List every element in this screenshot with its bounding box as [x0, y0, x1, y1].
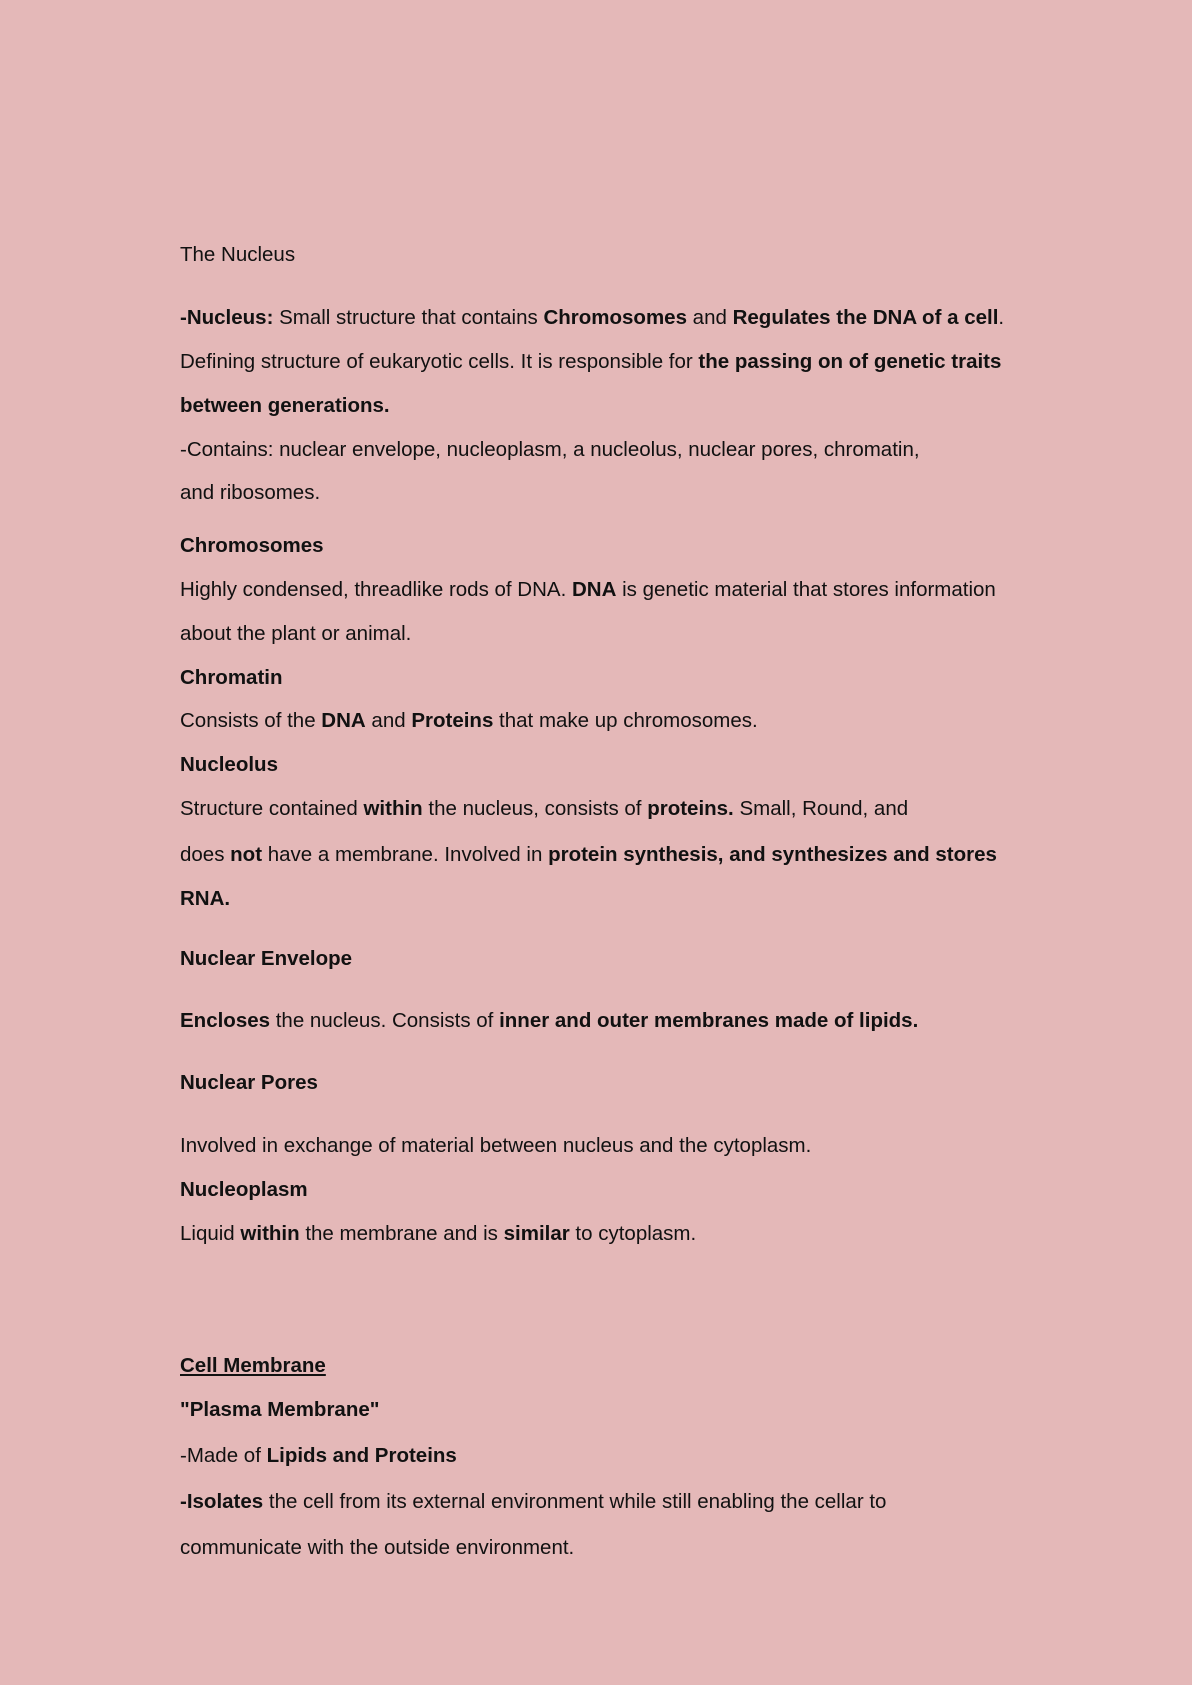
bold-run: Chromosomes	[543, 306, 687, 329]
bold-run: RNA.	[180, 887, 231, 910]
text-run: and	[686, 306, 733, 329]
heading-text: Nucleoplasm	[180, 1178, 308, 1201]
chromosomes-line-1	[180, 577, 996, 603]
heading-nuclear-pores	[180, 1070, 318, 1096]
nucleus-contains-line-1	[180, 437, 920, 463]
text-run: -Contains: nuclear envelope, nucleoplasm, a nucleolus, nuclear pores, chromatin,	[180, 438, 920, 461]
text-run: Highly condensed, threadlike rods of DNA.	[180, 578, 572, 601]
title-text: The Nucleus	[180, 243, 296, 266]
text-run: communicate with the outside environment.	[180, 1536, 575, 1559]
bold-run: -Isolates	[180, 1490, 264, 1513]
text-run: Structure contained	[180, 797, 364, 820]
heading-text: Nuclear Envelope	[180, 947, 353, 970]
bold-run: not	[230, 843, 263, 866]
heading-nuclear-envelope	[180, 946, 352, 972]
cell-membrane-alias	[180, 1397, 379, 1423]
text-run: Liquid	[180, 1222, 241, 1245]
chromosomes-line-2	[180, 621, 411, 647]
text-run: to cytoplasm.	[569, 1222, 697, 1245]
heading-text: Chromatin	[180, 666, 283, 689]
text-run: about the plant or animal.	[180, 622, 412, 645]
bold-run: inner and outer membranes made of lipids.	[499, 1009, 919, 1032]
text-run: does	[180, 843, 231, 866]
heading-text: Chromosomes	[180, 534, 324, 557]
cell-membrane-isolates-line-1	[180, 1489, 886, 1515]
nucleus-definition-line-2	[180, 349, 1001, 375]
text-run: have a membrane. Involved in	[262, 843, 549, 866]
chromatin-line	[180, 708, 758, 734]
bold-run: DNA	[571, 578, 617, 601]
text-run: the nucleus. Consists of	[270, 1009, 500, 1032]
text-run: Defining structure of eukaryotic cells. It is responsible for	[180, 350, 699, 373]
text-run: and ribosomes.	[180, 481, 321, 504]
heading-chromatin	[180, 665, 283, 691]
nucleus-label: -Nucleus:	[180, 306, 274, 329]
bold-run: DNA	[321, 709, 366, 732]
heading-text: Nucleolus	[180, 753, 278, 776]
bold-run: Encloses	[180, 1009, 271, 1032]
cell-membrane-isolates-line-2	[180, 1535, 574, 1561]
bold-run: within	[363, 797, 423, 820]
nuclear-pores-line	[180, 1133, 811, 1159]
bold-run: protein synthesis, and synthesizes and stores	[548, 843, 997, 866]
text-run: Small structure that contains	[273, 306, 544, 329]
bold-run: within	[240, 1222, 300, 1245]
nucleus-definition-line-3	[180, 393, 390, 419]
heading-cell-membrane	[180, 1353, 326, 1379]
bold-run: between generations.	[180, 394, 390, 417]
bold-run: similar	[503, 1222, 570, 1245]
heading-nucleolus	[180, 752, 278, 778]
text-run: Small, Round, and	[733, 797, 909, 820]
bold-run: Proteins	[411, 709, 494, 732]
bold-run: Regulates the DNA of a cell	[732, 306, 999, 329]
nucleoplasm-line	[180, 1221, 696, 1247]
heading-chromosomes	[180, 533, 324, 559]
text-run: and	[365, 709, 412, 732]
bold-run: the passing on of genetic traits	[698, 350, 1002, 373]
nucleolus-line-2	[180, 842, 997, 868]
nuclear-envelope-line	[180, 1008, 918, 1034]
text-run: that make up chromosomes.	[493, 709, 758, 732]
text-run: the nucleus, consists of	[422, 797, 648, 820]
nucleus-contains-line-2	[180, 480, 320, 506]
nucleolus-line-3	[180, 886, 230, 912]
text-run: Consists of the	[180, 709, 322, 732]
cell-membrane-made-of	[180, 1443, 457, 1469]
bold-run: proteins.	[647, 797, 734, 820]
section-title-nucleus	[180, 242, 295, 268]
text-run: .	[998, 306, 1005, 329]
nucleolus-line-1	[180, 796, 908, 822]
heading-text: Nuclear Pores	[180, 1071, 318, 1094]
nucleus-definition-line-1	[180, 305, 1004, 331]
heading-nucleoplasm	[180, 1177, 308, 1203]
text-run: -Made of	[180, 1444, 267, 1467]
text-run: the membrane and is	[299, 1222, 504, 1245]
bold-run: Lipids and Proteins	[266, 1444, 457, 1467]
text-run: the cell from its external environment while still enabling the cellar to	[263, 1490, 887, 1513]
text-run: is genetic material that stores information	[616, 578, 996, 601]
bold-run: "Plasma Membrane"	[180, 1398, 380, 1421]
heading-text: Cell Membrane	[180, 1354, 326, 1377]
text-run: Involved in exchange of material between nucleus and the cytoplasm.	[180, 1134, 812, 1157]
